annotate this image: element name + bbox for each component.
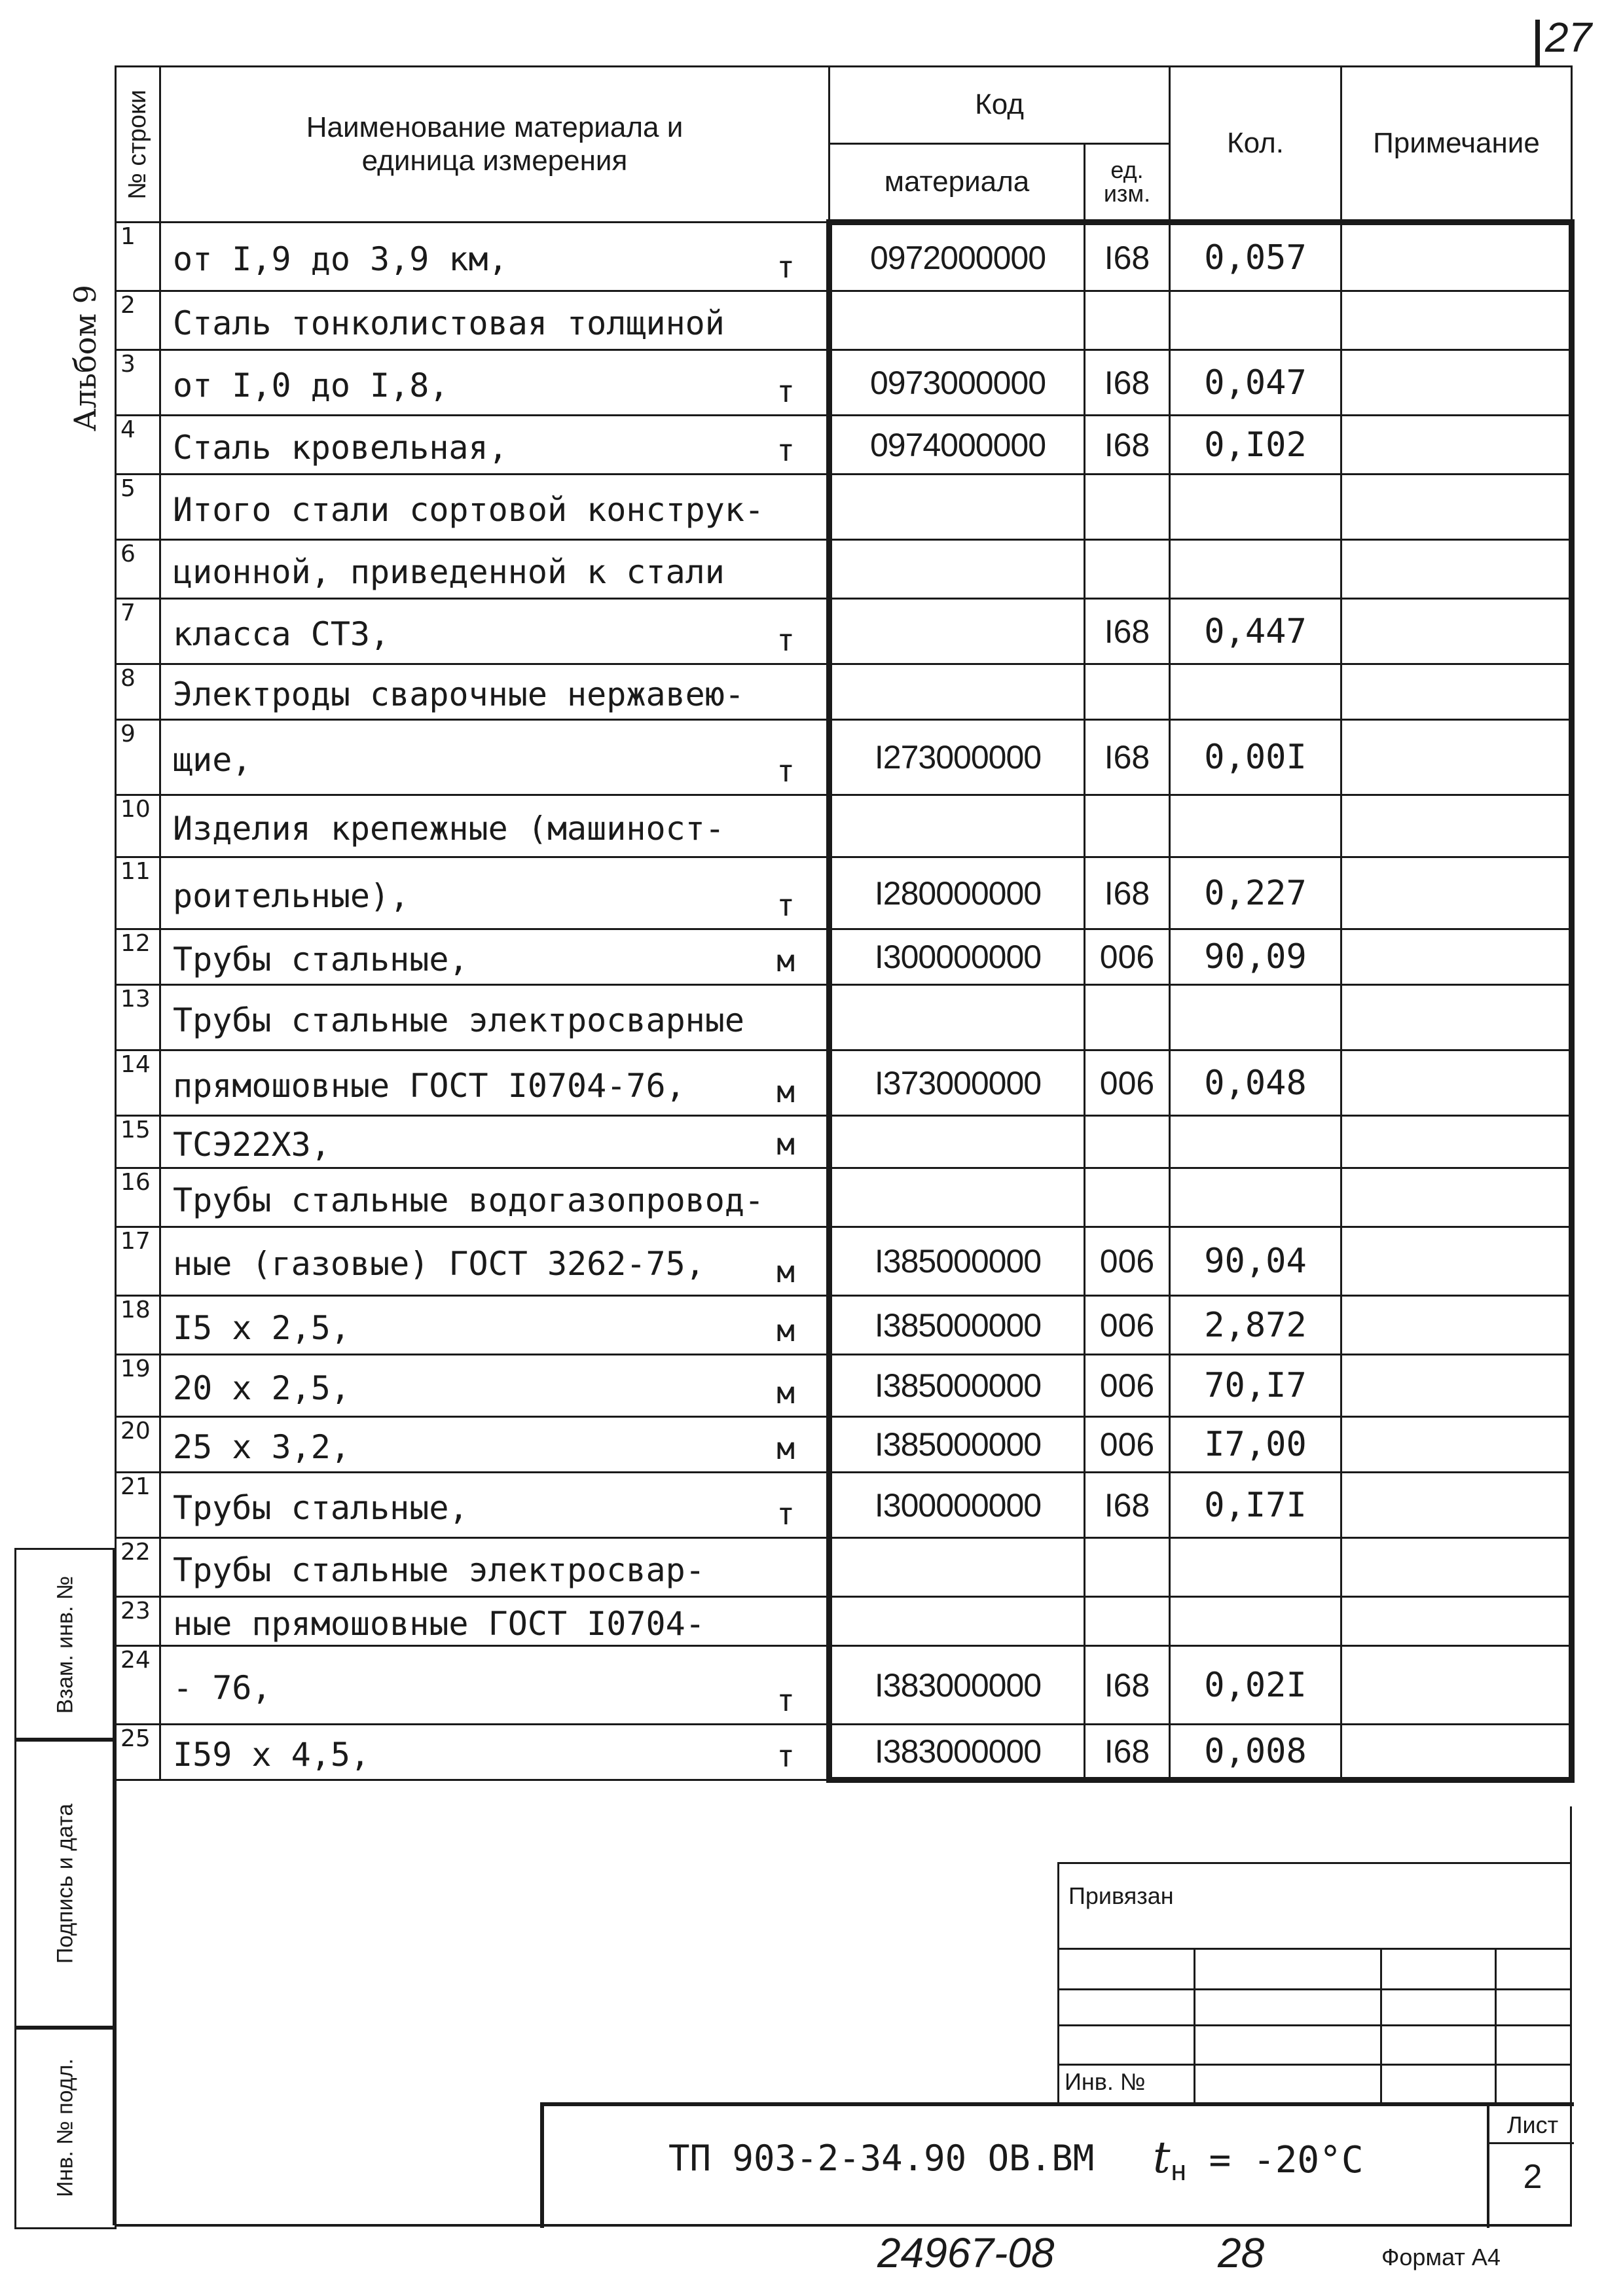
quantity — [1170, 1538, 1341, 1597]
material-name — [160, 1473, 830, 1538]
row-number: 25 — [116, 1725, 160, 1780]
unit-code: I68 — [1085, 1473, 1170, 1538]
material-name-text: Трубы стальные водогазопровод- — [173, 1181, 765, 1219]
material-code — [830, 1116, 1085, 1168]
quantity: 0,02I — [1170, 1646, 1341, 1725]
material-code — [830, 985, 1085, 1050]
note — [1341, 795, 1572, 857]
material-name — [160, 540, 830, 599]
table-row — [116, 1417, 1572, 1473]
note — [1341, 540, 1572, 599]
stamp-replace-inv: Взам. инв. № — [14, 1548, 117, 1742]
unit-code: 006 — [1085, 1417, 1170, 1473]
note — [1341, 985, 1572, 1050]
material-code: I300000000 — [830, 1473, 1085, 1538]
note — [1341, 1227, 1572, 1296]
note — [1341, 1296, 1572, 1355]
material-unit: т — [776, 1683, 795, 1718]
unit-code: I68 — [1085, 223, 1170, 291]
header-code-group: Код — [830, 67, 1170, 144]
material-name — [160, 291, 830, 350]
material-name-text: Трубы стальные электросвар- — [173, 1551, 705, 1589]
table-row — [116, 664, 1572, 720]
quantity — [1170, 1116, 1341, 1168]
material-code — [830, 291, 1085, 350]
header-row-number: № строки — [116, 67, 160, 223]
row-number: 9 — [116, 720, 160, 795]
note — [1341, 664, 1572, 720]
material-code: I273000000 — [830, 720, 1085, 795]
attached-label: Привязан — [1068, 1882, 1174, 1909]
material-name — [160, 1296, 830, 1355]
material-unit: т — [776, 622, 795, 658]
row-number: 4 — [116, 416, 160, 475]
stamp-signature-date: Подпись и дата — [14, 1738, 117, 2030]
material-code: I385000000 — [830, 1355, 1085, 1417]
material-code — [830, 475, 1085, 540]
note — [1341, 1473, 1572, 1538]
unit-code: I68 — [1085, 599, 1170, 664]
material-code: I373000000 — [830, 1050, 1085, 1116]
unit-code: 006 — [1085, 1050, 1170, 1116]
row-number: 12 — [116, 929, 160, 985]
material-name — [160, 985, 830, 1050]
material-code: I385000000 — [830, 1417, 1085, 1473]
unit-code — [1085, 795, 1170, 857]
quantity: 0,I02 — [1170, 416, 1341, 475]
unit-code: I68 — [1085, 350, 1170, 416]
table-row — [116, 1168, 1572, 1227]
note — [1341, 475, 1572, 540]
row-number: 16 — [116, 1168, 160, 1227]
row-number: 20 — [116, 1417, 160, 1473]
table-row — [116, 857, 1572, 929]
material-name — [160, 223, 830, 291]
material-name — [160, 1417, 830, 1473]
material-unit: м — [776, 1254, 795, 1289]
note — [1341, 291, 1572, 350]
temperature-field — [1153, 2132, 1364, 2187]
material-name — [160, 416, 830, 475]
note — [1341, 929, 1572, 985]
material-name-text: класса СТЗ, — [173, 615, 390, 653]
quantity — [1170, 475, 1341, 540]
material-name — [160, 795, 830, 857]
row-number: 24 — [116, 1646, 160, 1725]
material-unit: м — [776, 1126, 795, 1162]
quantity: 0,I7I — [1170, 1473, 1341, 1538]
quantity — [1170, 985, 1341, 1050]
table-row — [116, 795, 1572, 857]
material-code: I383000000 — [830, 1646, 1085, 1725]
material-name-text: ные прямошовные ГОСТ I0704- — [173, 1605, 705, 1643]
attached-block — [1057, 1862, 1572, 2106]
quantity — [1170, 795, 1341, 857]
header-name: Наименование материала и единица измерения — [160, 67, 830, 223]
row-number: 22 — [116, 1538, 160, 1597]
material-name — [160, 1227, 830, 1296]
material-name-text: ТСЭ22ХЗ, — [173, 1125, 331, 1164]
material-name-text: 20 х 2,5, — [173, 1369, 350, 1407]
sheet-label: Лист — [1506, 2111, 1559, 2138]
unit-code: 006 — [1085, 1227, 1170, 1296]
quantity: 0,227 — [1170, 857, 1341, 929]
stamp-divider — [113, 1548, 115, 2225]
material-unit: т — [776, 753, 795, 789]
material-name — [160, 1168, 830, 1227]
unit-code: I68 — [1085, 720, 1170, 795]
note — [1341, 1725, 1572, 1780]
note — [1341, 599, 1572, 664]
material-code: I385000000 — [830, 1227, 1085, 1296]
table-row — [116, 1116, 1572, 1168]
material-name — [160, 720, 830, 795]
unit-code: 006 — [1085, 929, 1170, 985]
material-unit: м — [776, 1313, 795, 1348]
header-quantity: Кол. — [1170, 67, 1341, 223]
material-code — [830, 1597, 1085, 1646]
material-unit: м — [776, 943, 795, 978]
row-number: 23 — [116, 1597, 160, 1646]
header-code-unit: ед. изм. — [1085, 144, 1170, 223]
material-unit: м — [776, 1074, 795, 1109]
table-row — [116, 1597, 1572, 1646]
unit-code — [1085, 1168, 1170, 1227]
quantity: 90,09 — [1170, 929, 1341, 985]
material-unit: т — [776, 1496, 795, 1532]
material-name-text: от I,9 до 3,9 км, — [173, 240, 508, 278]
row-number: 6 — [116, 540, 160, 599]
table-row — [116, 540, 1572, 599]
table-row — [116, 1296, 1572, 1355]
page-number-top: 27 — [1545, 14, 1592, 61]
quantity: 90,04 — [1170, 1227, 1341, 1296]
note — [1341, 416, 1572, 475]
row-number: 7 — [116, 599, 160, 664]
table-row — [116, 1725, 1572, 1780]
material-name-text: I5 х 2,5, — [173, 1308, 350, 1347]
unit-code — [1085, 664, 1170, 720]
material-code: 0972000000 — [830, 223, 1085, 291]
note — [1341, 857, 1572, 929]
row-number: 1 — [116, 223, 160, 291]
quantity: 0,00I — [1170, 720, 1341, 795]
material-name-text: Трубы стальные, — [173, 1488, 469, 1527]
quantity: 2,872 — [1170, 1296, 1341, 1355]
row-number: 2 — [116, 291, 160, 350]
quantity: 0,057 — [1170, 223, 1341, 291]
unit-code: I68 — [1085, 416, 1170, 475]
material-code: I385000000 — [830, 1296, 1085, 1355]
table-row — [116, 929, 1572, 985]
material-name-text: роительные), — [173, 876, 410, 915]
material-name-text: щие, — [173, 741, 252, 779]
material-name-text: - 76, — [173, 1668, 272, 1707]
sheet-value: 2 — [1523, 2158, 1542, 2196]
row-number: 15 — [116, 1116, 160, 1168]
temperature-symbol: t — [1153, 2132, 1171, 2183]
note — [1341, 1417, 1572, 1473]
note — [1341, 350, 1572, 416]
row-number: 3 — [116, 350, 160, 416]
designation-text: ТП 903-2-34.90 ОВ.ВМ — [668, 2138, 1095, 2179]
row-number: 10 — [116, 795, 160, 857]
doc-number: 24967-08 — [877, 2229, 1055, 2276]
material-name — [160, 1116, 830, 1168]
material-name — [160, 1050, 830, 1116]
material-name — [160, 1646, 830, 1725]
material-code: I300000000 — [830, 929, 1085, 985]
material-code — [830, 599, 1085, 664]
material-code — [830, 1538, 1085, 1597]
quantity: 0,047 — [1170, 350, 1341, 416]
material-code: 0974000000 — [830, 416, 1085, 475]
header-note: Примечание — [1341, 67, 1572, 223]
material-name-text: Итого стали сортовой конструк- — [173, 490, 765, 529]
row-number: 5 — [116, 475, 160, 540]
material-unit: м — [776, 1431, 795, 1466]
quantity — [1170, 1597, 1341, 1646]
material-unit: т — [776, 374, 795, 409]
stamp-orig-inv: Инв. № подл. — [14, 2026, 117, 2229]
material-name — [160, 1725, 830, 1780]
unit-code: I68 — [1085, 857, 1170, 929]
material-name-text: Изделия крепежные (машиност- — [173, 810, 725, 848]
table-row — [116, 1646, 1572, 1725]
note — [1341, 1538, 1572, 1597]
material-name-text: ные (газовые) ГОСТ 3262-75, — [173, 1245, 705, 1283]
material-name-text: Сталь кровельная, — [173, 428, 508, 467]
material-code — [830, 664, 1085, 720]
note — [1341, 1355, 1572, 1417]
material-code: 0973000000 — [830, 350, 1085, 416]
row-number: 18 — [116, 1296, 160, 1355]
unit-code — [1085, 985, 1170, 1050]
table-row — [116, 223, 1572, 291]
table-row — [116, 1538, 1572, 1597]
unit-code — [1085, 475, 1170, 540]
temperature-value: = -20°C — [1209, 2139, 1364, 2181]
material-name-text: прямошовные ГОСТ I0704-76, — [173, 1066, 685, 1105]
unit-code — [1085, 1597, 1170, 1646]
material-name — [160, 664, 830, 720]
material-unit: т — [776, 888, 795, 923]
footer-page: 28 — [1218, 2229, 1265, 2276]
table-row — [116, 599, 1572, 664]
inv-no-label: Инв. № — [1065, 2068, 1146, 2095]
material-name-text: Сталь тонколистовая толщиной — [173, 304, 725, 342]
note — [1341, 1646, 1572, 1725]
note — [1341, 1597, 1572, 1646]
row-number: 19 — [116, 1355, 160, 1417]
row-number: 11 — [116, 857, 160, 929]
unit-code — [1085, 291, 1170, 350]
quantity — [1170, 1168, 1341, 1227]
quantity: 0,008 — [1170, 1725, 1341, 1780]
table-row — [116, 1355, 1572, 1417]
material-name — [160, 1538, 830, 1597]
material-name — [160, 857, 830, 929]
note — [1341, 1050, 1572, 1116]
unit-code: I68 — [1085, 1725, 1170, 1780]
material-name-text: от I,0 до I,8, — [173, 366, 449, 404]
spec-table-body — [116, 223, 1572, 1780]
material-name — [160, 350, 830, 416]
material-unit: м — [776, 1375, 795, 1410]
unit-code: I68 — [1085, 1646, 1170, 1725]
header-code-material: материала — [830, 144, 1085, 223]
material-name-text: ционной, приведенной к стали — [173, 552, 725, 591]
material-name-text: Трубы стальные электросварные — [173, 1001, 744, 1039]
unit-code — [1085, 1538, 1170, 1597]
note — [1341, 720, 1572, 795]
material-name — [160, 475, 830, 540]
table-row — [116, 1227, 1572, 1296]
quantity: 0,447 — [1170, 599, 1341, 664]
unit-code — [1085, 540, 1170, 599]
material-name — [160, 929, 830, 985]
quantity: 0,048 — [1170, 1050, 1341, 1116]
material-code — [830, 1168, 1085, 1227]
material-name — [160, 1355, 830, 1417]
table-row — [116, 1050, 1572, 1116]
material-name-text: 25 х 3,2, — [173, 1428, 350, 1466]
quantity: 70,I7 — [1170, 1355, 1341, 1417]
table-row — [116, 291, 1572, 350]
material-code: I280000000 — [830, 857, 1085, 929]
table-row — [116, 350, 1572, 416]
material-name — [160, 599, 830, 664]
temperature-subscript: н — [1170, 2155, 1187, 2187]
note — [1341, 223, 1572, 291]
material-name-text: Электроды сварочные нержавею- — [173, 675, 744, 713]
table-row — [116, 416, 1572, 475]
row-number: 13 — [116, 985, 160, 1050]
spec-table — [115, 65, 1575, 1783]
table-row — [116, 985, 1572, 1050]
material-code: I383000000 — [830, 1725, 1085, 1780]
note — [1341, 1168, 1572, 1227]
unit-code — [1085, 1116, 1170, 1168]
material-name — [160, 1597, 830, 1646]
designation-block — [540, 2102, 1574, 2228]
table-row — [116, 720, 1572, 795]
row-number: 21 — [116, 1473, 160, 1538]
row-number: 14 — [116, 1050, 160, 1116]
material-code — [830, 795, 1085, 857]
note — [1341, 1116, 1572, 1168]
material-unit: т — [776, 1738, 795, 1774]
quantity — [1170, 664, 1341, 720]
table-row — [116, 475, 1572, 540]
material-unit: т — [776, 249, 795, 285]
quantity — [1170, 540, 1341, 599]
material-code — [830, 540, 1085, 599]
page-number-bar — [1535, 20, 1540, 65]
format-label: Формат А4 — [1381, 2244, 1501, 2270]
quantity — [1170, 291, 1341, 350]
quantity: I7,00 — [1170, 1417, 1341, 1473]
row-number: 17 — [116, 1227, 160, 1296]
material-name-text: Трубы стальные, — [173, 941, 469, 978]
row-number: 8 — [116, 664, 160, 720]
material-unit: т — [776, 433, 795, 468]
unit-code: 006 — [1085, 1355, 1170, 1417]
material-name-text: I59 х 4,5, — [173, 1736, 371, 1774]
unit-code: 006 — [1085, 1296, 1170, 1355]
table-row — [116, 1473, 1572, 1538]
album-label: Альбом 9 — [67, 284, 103, 432]
